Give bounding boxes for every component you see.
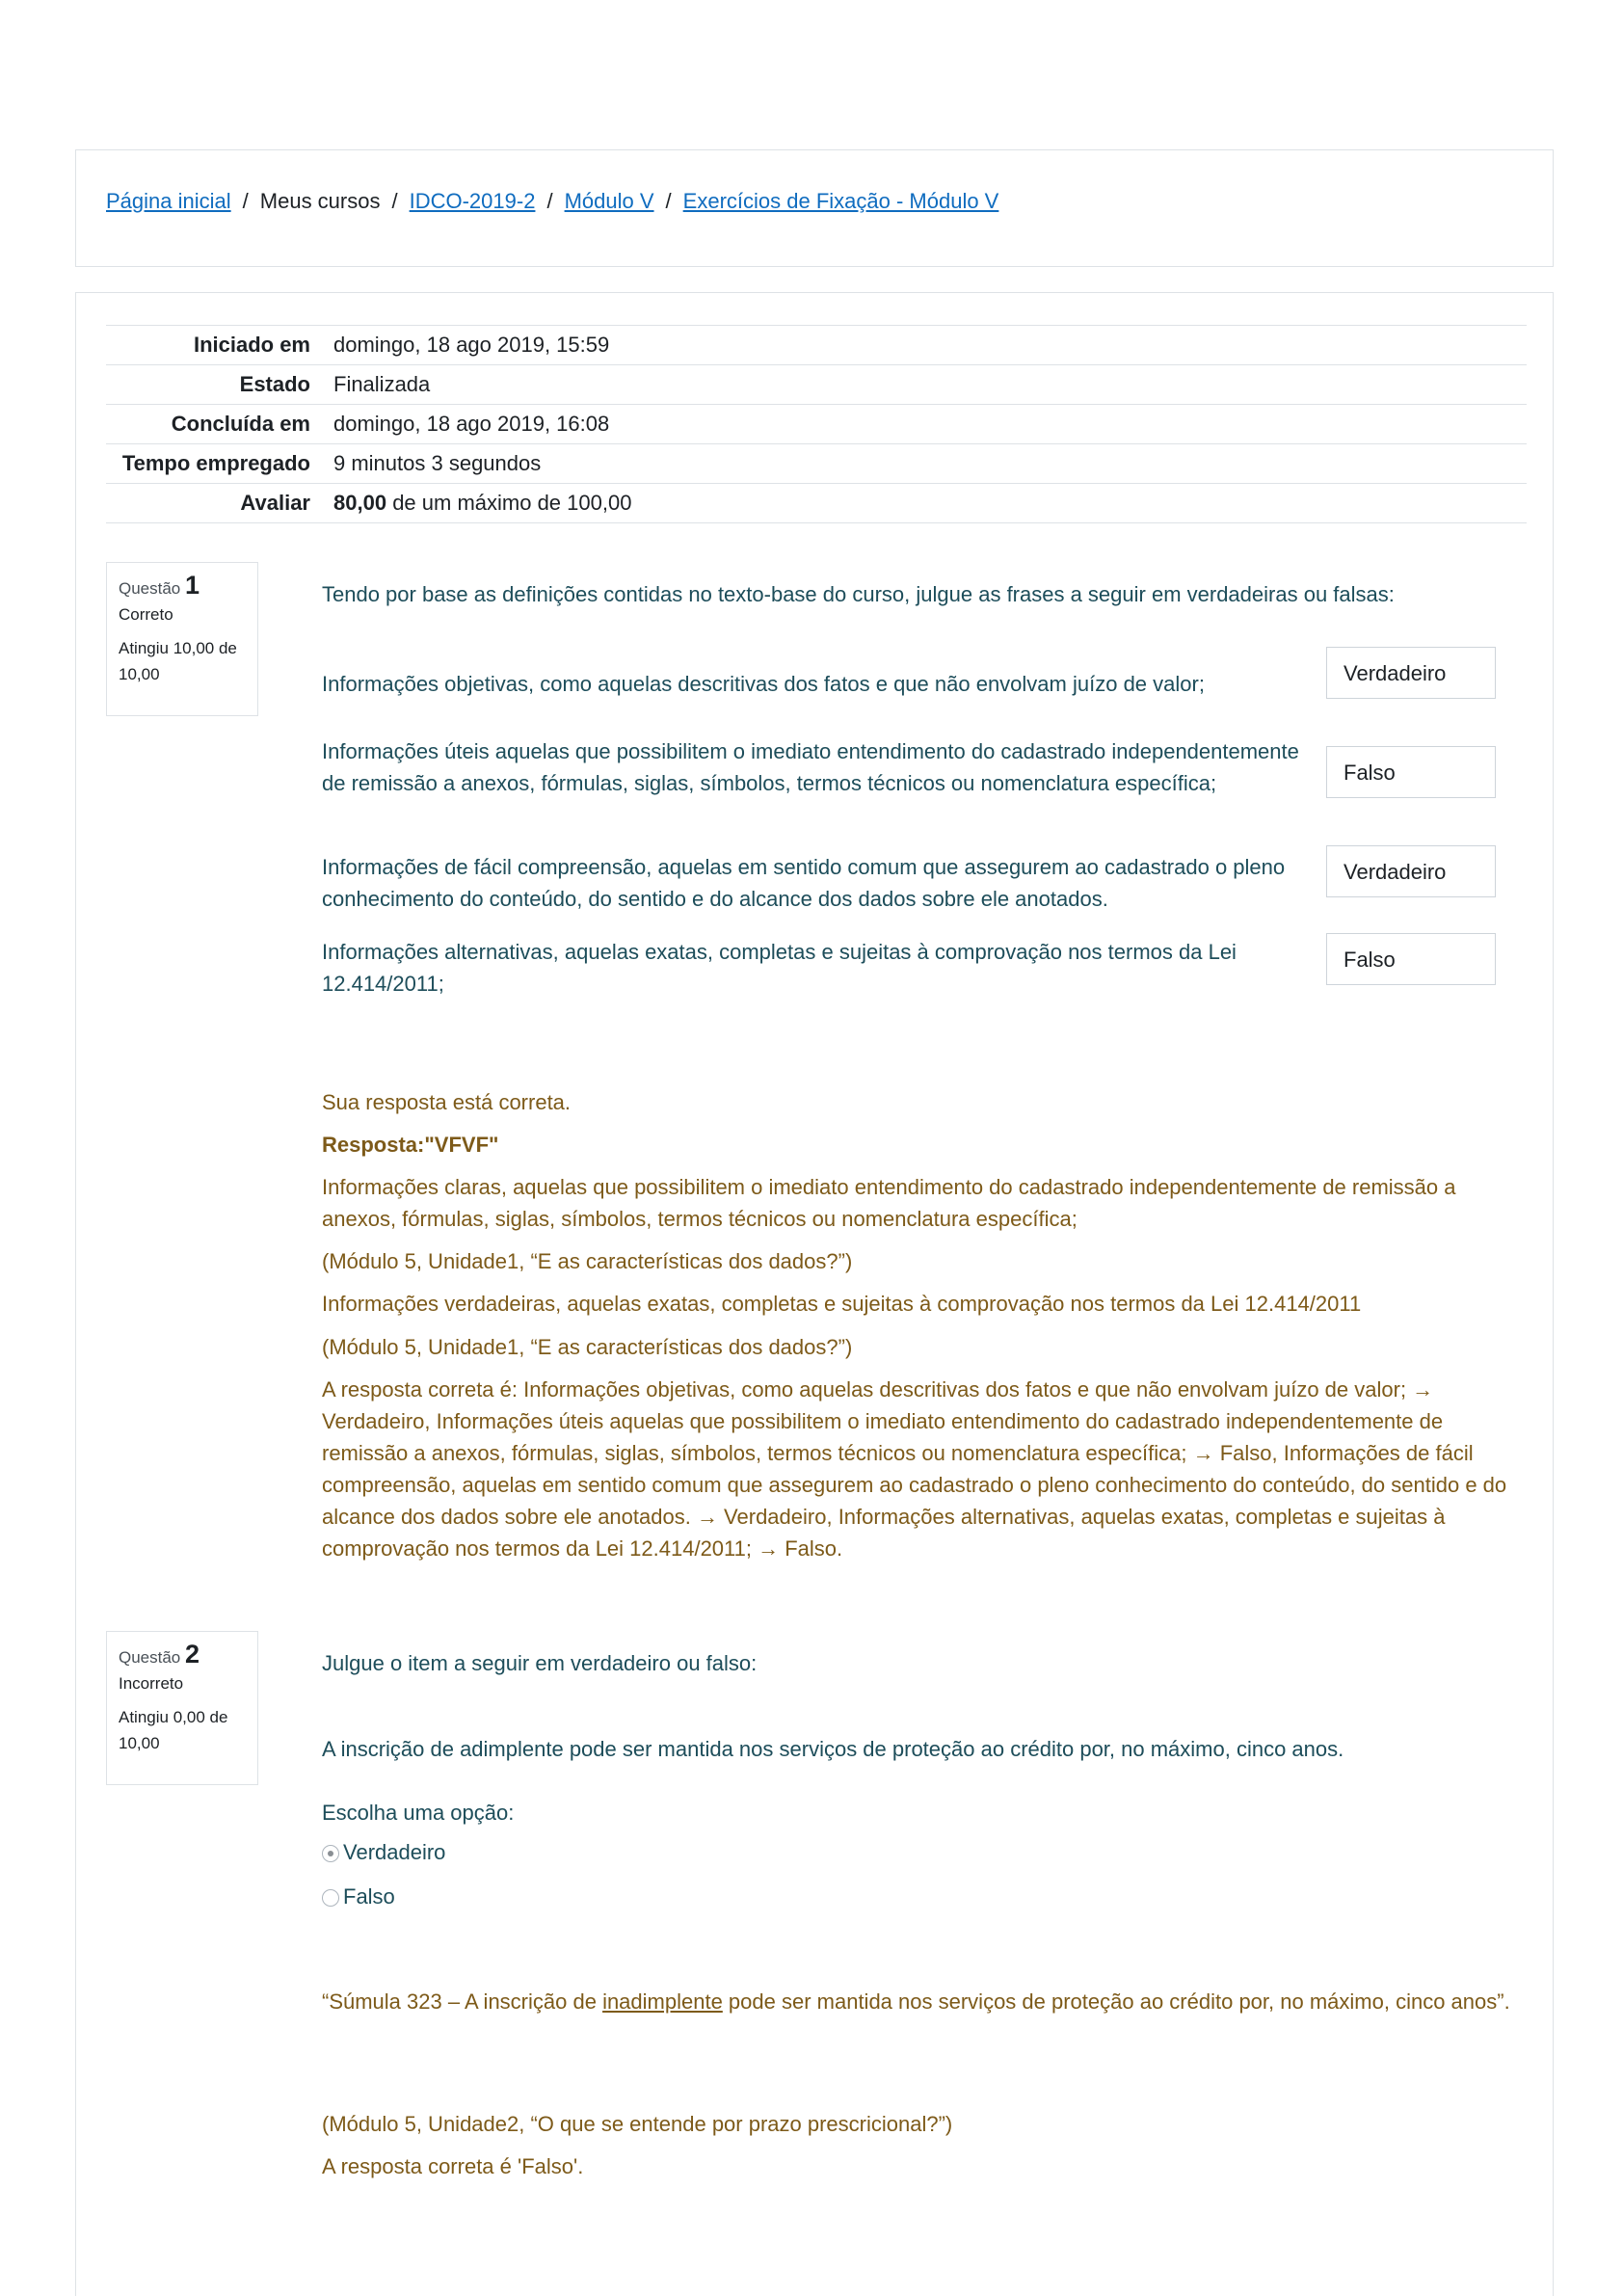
summary-value: domingo, 18 ago 2019, 15:59: [333, 333, 610, 357]
question-1-statement: Informações úteis aquelas que possibilitem o imediato entendimento do cadastrado independentemente de remissão a anexos, fórmulas, siglas, símbolos, termos técnicos ou nomenclatura específica;: [322, 739, 1299, 795]
summary-value: Finalizada: [333, 372, 431, 396]
question-number: 2: [185, 1640, 200, 1669]
summary-label: Concluída em: [171, 412, 310, 436]
question-1-prompt: Tendo por base as definições contidas no texto-base do curso, julgue as frases a seguir em verdadeiras ou falsas:: [322, 582, 1395, 606]
choose-option-label: Escolha uma opção:: [322, 1801, 515, 1825]
sumula-text: pode ser mantida nos serviços de proteção ao crédito por, no máximo, cinco anos”.: [722, 1989, 1510, 2014]
grade-value: 80,00: [333, 491, 387, 515]
summary-row: [106, 326, 1527, 365]
sumula-text: “Súmula 323 – A inscrição de: [322, 1989, 603, 2014]
summary-label: Iniciado em: [193, 333, 310, 357]
feedback-paragraph: Informações verdadeiras, aquelas exatas, completas e sujeitas à comprovação nos termos da Lei 12.414/2011: [322, 1292, 1362, 1316]
question-score: Atingiu 0,00 de 10,00: [119, 1708, 228, 1752]
option-falso[interactable]: [322, 1881, 395, 1912]
breadcrumb-course-link[interactable]: IDCO-2019-2: [409, 189, 536, 213]
option-label: Falso: [343, 1884, 395, 1909]
question-1-statement: Informações de fácil compreensão, aquelas em sentido comum que assegurem ao cadastrado o pleno conhecimento do conteúdo, do sentido e do alcance dos dados sobre ele anotados.: [322, 855, 1286, 911]
sumula-underlined-word: inadimplente: [602, 1989, 723, 2014]
summary-row-grade: [106, 484, 1527, 523]
question-1-info: [106, 562, 258, 716]
question-1-statement: Informações objetivas, como aquelas descritivas dos fatos e que não envolvam juízo de valor;: [322, 672, 1205, 696]
feedback-resposta: Resposta:"VFVF": [322, 1133, 499, 1157]
summary-label: Tempo empregado: [121, 451, 310, 475]
question-label: Questão: [119, 579, 181, 598]
grade-suffix: de um máximo de 100,00: [392, 491, 632, 515]
breadcrumb-separator: /: [665, 189, 672, 213]
question-status: Correto: [119, 605, 173, 624]
breadcrumb-container: [75, 149, 1554, 267]
radio-selected-icon[interactable]: [322, 1845, 339, 1862]
grade-label: Avaliar: [240, 491, 310, 515]
radio-icon[interactable]: [322, 1889, 339, 1907]
summary-label: Estado: [239, 372, 310, 396]
summary-value: domingo, 18 ago 2019, 16:08: [333, 412, 610, 436]
summary-row: [106, 365, 1527, 405]
breadcrumb-separator: /: [242, 189, 249, 213]
question-2-info: [106, 1631, 258, 1785]
feedback-right-answer: A resposta correta é 'Falso'.: [322, 2154, 584, 2178]
feedback-sumula: [322, 1986, 1517, 2017]
option-verdadeiro[interactable]: [322, 1836, 445, 1868]
breadcrumb-my-courses: Meus cursos: [259, 189, 381, 213]
breadcrumb: [106, 189, 998, 214]
breadcrumb-separator: /: [546, 189, 553, 213]
question-number: 1: [185, 571, 200, 600]
grade-value-cell: [333, 484, 1527, 523]
breadcrumb-quiz-link[interactable]: Exercícios de Fixação - Módulo V: [682, 189, 999, 213]
question-number-line: [119, 1642, 246, 1670]
question-2-prompt: Julgue o item a seguir em verdadeiro ou falso:: [322, 1651, 758, 1675]
feedback-right-answer: A resposta correta é: Informações objetivas, como aquelas descritivas dos fatos e que não envolvam juízo de valor; → Verdadeiro, Informações úteis aquelas que possibilitem o imediato entendimento do cadastrado independentemente de remissão a anexos, fórmulas, siglas, símbolos, termos técnicos ou nomenclatura específica; → Falso, Informações de fácil compreensão, aquelas em sentido comum que assegurem ao cadastrado o pleno conhecimento do conteúdo, do sentido e do alcance dos dados sobre ele anotados. → Verdadeiro, Informações alternativas, aquelas exatas, completas e sujeitas à comprovação nos termos da Lei 12.414/2011; → Falso.: [322, 1377, 1507, 1561]
question-label: Questão: [119, 1648, 181, 1667]
question-1-statement: Informações alternativas, aquelas exatas, completas e sujeitas à comprovação nos termos da Lei 12.414/2011;: [322, 940, 1237, 996]
option-label: Verdadeiro: [343, 1840, 446, 1864]
attempt-summary-table: [106, 325, 1527, 523]
breadcrumb-module-link[interactable]: Módulo V: [564, 189, 654, 213]
summary-value: 9 minutos 3 segundos: [333, 451, 542, 475]
feedback-reference: (Módulo 5, Unidade1, “E as características dos dados?”): [322, 1249, 853, 1273]
summary-row: [106, 405, 1527, 444]
feedback-reference: (Módulo 5, Unidade1, “E as características dos dados?”): [322, 1335, 853, 1359]
answer-select[interactable]: Verdadeiro: [1326, 647, 1496, 699]
breadcrumb-home-link[interactable]: Página inicial: [106, 189, 231, 213]
feedback-status: Sua resposta está correta.: [322, 1090, 572, 1114]
feedback-paragraph: Informações claras, aquelas que possibilitem o imediato entendimento do cadastrado independentemente de remissão a anexos, fórmulas, siglas, símbolos, termos técnicos ou nomenclatura específica;: [322, 1175, 1456, 1231]
quiz-review-container: [75, 292, 1554, 2296]
answer-select[interactable]: Falso: [1326, 933, 1496, 985]
answer-select[interactable]: Verdadeiro: [1326, 845, 1496, 897]
answer-select[interactable]: Falso: [1326, 746, 1496, 798]
feedback-reference: (Módulo 5, Unidade2, “O que se entende por prazo prescricional?”): [322, 2112, 953, 2136]
question-status: Incorreto: [119, 1674, 184, 1693]
question-number-line: [119, 573, 246, 601]
question-2-statement: A inscrição de adimplente pode ser mantida nos serviços de proteção ao crédito por, no máximo, cinco anos.: [322, 1737, 1344, 1761]
summary-row: [106, 444, 1527, 484]
question-score: Atingiu 10,00 de 10,00: [119, 639, 237, 683]
breadcrumb-separator: /: [391, 189, 398, 213]
